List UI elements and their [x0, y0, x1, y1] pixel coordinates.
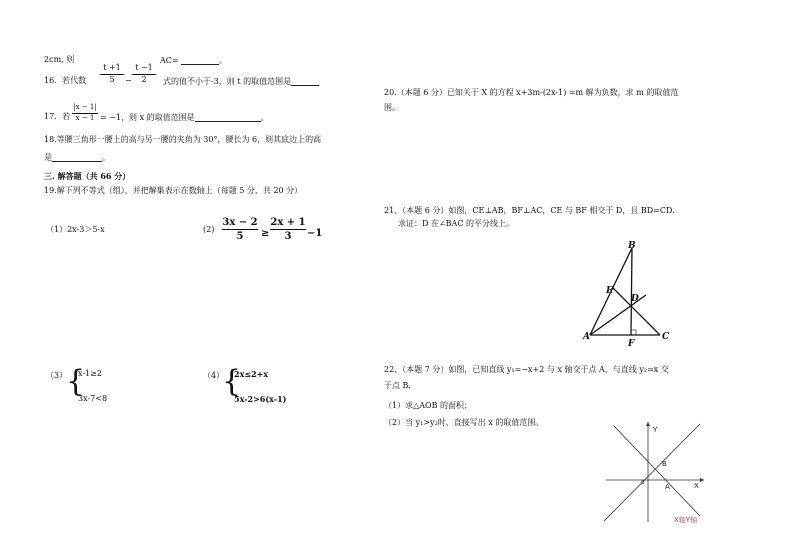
answer-blank[interactable] — [195, 113, 261, 122]
label-e: E — [606, 286, 613, 296]
label-x-axis: X — [694, 482, 699, 490]
q18-prefix: 是 — [44, 153, 52, 162]
q16-suffix — [163, 77, 319, 86]
label-origin: o — [641, 479, 645, 486]
section-3-heading: 三. 解答题（共 66 分） — [44, 171, 131, 181]
q17-abs-num: |x − 1| — [73, 103, 97, 111]
q17-eq-text: = −1，则 x 的取值范围是 — [100, 113, 195, 122]
p2-f1-den: 5 — [236, 231, 244, 242]
p4-line2: 5x-2>6(x-1) — [234, 394, 287, 404]
answer-blank[interactable] — [181, 56, 219, 65]
p2-f2-num: 2x + 1 — [270, 217, 306, 228]
p2-f2-den: 3 — [284, 231, 292, 242]
q21-line2: 求证：D 在∠BAC 的平分线上。 — [398, 219, 514, 228]
q16-fraction-1 — [100, 64, 124, 85]
minus-sign: − — [125, 76, 132, 85]
q17-abs-den: x − 1 — [75, 113, 95, 122]
q22-line2: 于点 B. — [384, 381, 411, 390]
line-y2 — [604, 424, 700, 521]
q18-line2 — [44, 153, 110, 162]
q22-part1: （1）求△AOB 的面积； — [384, 401, 472, 410]
problem-3-label: （3） — [46, 371, 68, 380]
p2-tail: −1 — [307, 228, 323, 239]
q15-tail — [44, 56, 74, 64]
q16-f2-num: t −1 — [135, 63, 153, 72]
q22-line1: 22、（本题 7 分）如图，已知直线 y₁=−x+2 与 x 轴交于点 A，与直线 y₂=x 交 — [384, 365, 669, 374]
answer-blank[interactable] — [291, 77, 319, 86]
q15-tail-text: 2cm, 则 — [44, 55, 75, 64]
q17-eq — [100, 113, 269, 122]
problem-1: （1）2x-3＞5-x — [46, 225, 105, 234]
p2-fraction-1 — [222, 217, 258, 242]
q18-line1: 18.等腰三角形一腰上的高与另一腰的夹角为 30°，腰长为 6，则其底边上的高 — [44, 135, 322, 144]
q20-line1: 20.（本题 6 分）已知关于 X 的方程 x+3m-(2x-1) =m 解为负数，求 m 的取值范 — [384, 88, 679, 97]
coordinate-figure — [604, 418, 710, 526]
brace-icon: { — [66, 364, 86, 399]
q17-prefix: 17．若 — [44, 112, 71, 121]
p2-fraction-2 — [270, 217, 306, 242]
label-f: F — [628, 339, 635, 348]
p3-line1: x-1≥2 — [78, 369, 102, 378]
label-a: A — [583, 332, 590, 342]
answer-blank[interactable] — [52, 153, 102, 162]
label-point-b: B — [662, 460, 667, 468]
p2-f1-num: 3x − 2 — [222, 217, 258, 228]
q21-line1: 21、（本题 6 分）如图，CE⊥AB，BF⊥AC，CE 与 BF 相交于 D，且 BD=CD. — [384, 206, 675, 215]
label-y-axis: Y — [653, 426, 658, 434]
q18-end: 。 — [102, 153, 110, 162]
q16-fraction-2 — [132, 64, 156, 85]
figure-caption: X轴Y轴 — [674, 516, 698, 524]
q16-suffix-text: 式的值不小于-3，则 t 的取值范围是 — [163, 77, 292, 86]
q15-ac: AC= 。 — [160, 56, 228, 65]
q20-line2: 围。 — [384, 103, 400, 112]
brace-icon: { — [222, 364, 242, 399]
q16-prefix: 16．若代数 — [44, 76, 87, 85]
q16-f1-den: 5 — [109, 74, 115, 84]
p3-line2: 3x-7<8 — [78, 394, 108, 403]
line-y1 — [614, 426, 700, 516]
q17-fraction — [72, 104, 98, 122]
triangle-figure — [580, 238, 680, 348]
label-d: D — [631, 294, 639, 304]
q19-instruction: 19.解下列不等式（组），并把解集表示在数轴上（每题 5 分，共 20 分） — [44, 186, 303, 195]
p4-line1: 2x≤2+x — [234, 369, 269, 379]
problem-2-label: (2) — [203, 225, 215, 234]
label-point-a: A — [665, 483, 670, 491]
p2-ge: ≥ — [261, 228, 270, 239]
label-b: B — [628, 241, 636, 251]
q15-ac-label: AC= — [160, 56, 179, 65]
label-c: C — [662, 332, 670, 342]
q22-part2: （2）当 y₁>y₂时，直接写出 x 的取值范围。 — [384, 418, 544, 427]
q16-f1-num: t +1 — [103, 63, 121, 72]
segment-bf — [631, 248, 632, 335]
problem-4-label: （4） — [203, 371, 225, 380]
q16-f2-den: 2 — [141, 74, 147, 84]
q17-end: 。 — [260, 113, 269, 122]
